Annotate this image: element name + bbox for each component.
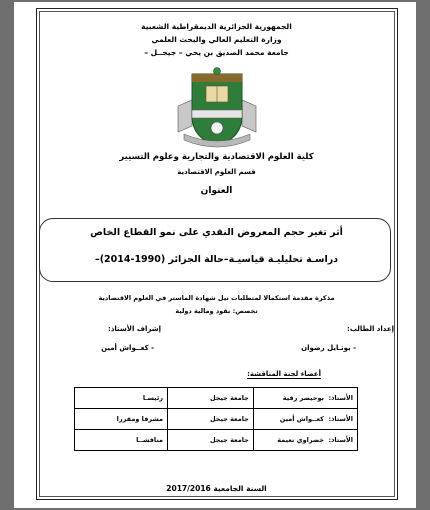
committee-institution: جامعة جيجل [168, 430, 254, 451]
table-row [75, 430, 358, 451]
committee-institution: جامعة جيجل [168, 409, 254, 430]
faculty-name: كلية العلوم الاقتصادية والتجارية وعلوم التسيير [119, 152, 314, 162]
committee-table [74, 387, 358, 451]
supervisor-label: إشراف الأستاذ: [108, 325, 161, 333]
thesis-title-line2: دراسـة تحليليـة قياسيـة–حالة الجزائر (1990-2014)– [94, 254, 339, 265]
committee-heading: أعضاء لجنة المناقشة: [247, 370, 321, 378]
document-page [14, 2, 416, 508]
specialization-line: تخصص: نقود ومالية دولية [175, 307, 258, 315]
committee-member: الأستاذ: خضراوي نعيمة [253, 430, 357, 451]
thesis-title-line1: أثر تغير حجم المعروض النقدي على نمو القطاع الخاص [90, 227, 343, 238]
table-row [75, 409, 358, 430]
university-logo [174, 66, 260, 148]
university-line: جامعة محمد الصديق بن يحي – جيجــل – [144, 48, 289, 57]
committee-institution: جامعة جيجل [168, 388, 254, 409]
memo-line: مذكرة مقدمة استكمالا لمتطلبات نيل شهادة الماستر في العلوم الاقتصادية [98, 294, 335, 302]
student-name: - بوتـايل رضوان [301, 344, 356, 352]
republic-line: الجمهورية الجزائرية الديمقراطية الشعبية [141, 22, 292, 31]
title-label: العنوان [200, 186, 233, 196]
table-row [75, 388, 358, 409]
committee-member: الأستاذ: بوحيضر رقية [253, 388, 357, 409]
committee-capacity: مناقشــا [75, 430, 168, 451]
committee-member: الأستاذ: كعــواش أمين [253, 409, 357, 430]
academic-year: السنة الجامعية 2017/2016 [166, 484, 267, 493]
committee-capacity: مشرفا ومقررا [75, 409, 168, 430]
supervisor-name: - كعــواش أمين [101, 344, 154, 352]
committee-capacity: رئيسـا [75, 388, 168, 409]
department-name: قسم العلوم الاقتصادية [177, 168, 256, 176]
ministry-line: وزارة التعليم العالي والبحث العلمي [151, 35, 282, 44]
student-label: إعداد الطالب: [347, 325, 394, 333]
